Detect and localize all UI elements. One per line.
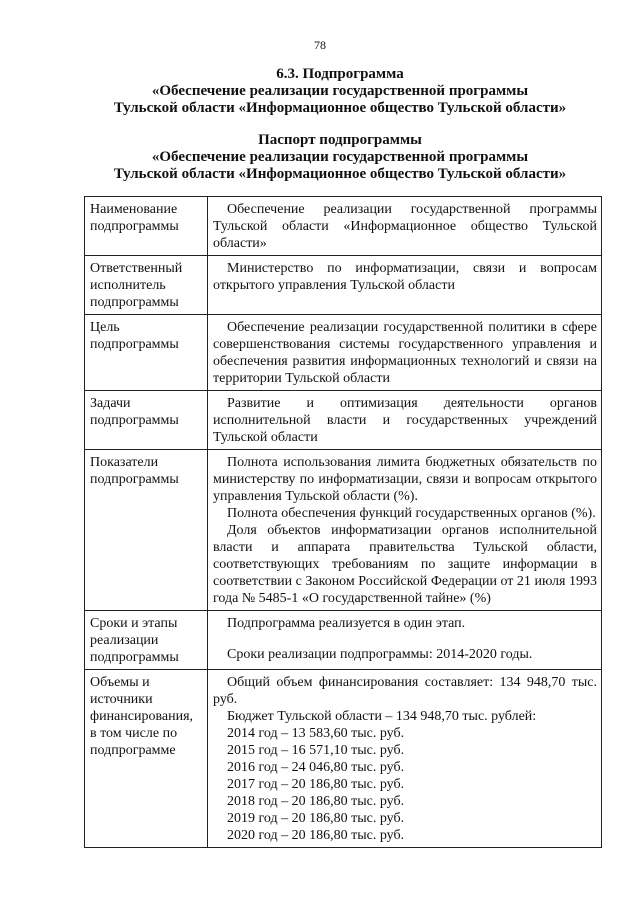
funding-year: 2014 год – 13 583,60 тыс. руб. [227,726,405,741]
indicator-item: Полнота использования лимита бюджетных обязательств по министерству по информатизации, связи и вопросам открытого управления Тульской области (%). [213,455,597,504]
table-row-terms [85,611,602,670]
funding-budget: Бюджет Тульской области – 134 948,70 тыс. рублей: [227,709,537,724]
table-row-tasks [85,391,602,450]
funding-year: 2020 год – 20 186,80 тыс. руб. [227,828,405,843]
row-label: Задачи подпрограммы [85,391,208,450]
row-value [208,450,602,611]
passport-heading-line-2: «Обеспечение реализации государственной программы [151,149,529,165]
row-value [208,670,602,848]
indicator-item: Доля объектов информатизации органов исполнительной власти и аппарата правительства Тульской области, соответствующих требованиям по защите информации в соответствии с Законом Российской Федерации от 21 июля 1993 года № 5485-1 «О государственной тайне» (%) [213,523,597,606]
heading-line-3: Тульской области «Информационное общество Тульской области» [113,100,567,116]
row-label: Наименование подпрограммы [85,197,208,256]
heading-line-2: «Обеспечение реализации государственной программы [151,83,529,99]
row-label: Ответственный исполнитель подпрограммы [85,256,208,315]
row-value: Обеспечение реализации государственной политики в сфере совершенствования системы государственного управления и обеспечения развития информационных технологий и связи на территории Тульской области [208,315,602,391]
terms-period: Сроки реализации подпрограммы: 2014-2020 годы. [227,647,533,662]
row-label: Цель подпрограммы [85,315,208,391]
passport-heading [40,132,640,183]
row-value: Развитие и оптимизация деятельности органов исполнительной власти и государственных учреждений Тульской области [208,391,602,450]
subprogram-heading [40,66,640,117]
passport-heading-line-1: Паспорт подпрограммы [258,132,422,148]
row-value [208,611,602,670]
row-label: Показатели подпрограммы [85,450,208,611]
funding-year: 2016 год – 24 046,80 тыс. руб. [227,760,405,775]
terms-stage: Подпрограмма реализуется в один этап. [227,616,466,631]
funding-year: 2018 год – 20 186,80 тыс. руб. [227,794,405,809]
table-row-executor [85,256,602,315]
table-row-name [85,197,602,256]
row-label: Объемы и источники финансирования, в том числе по подпрограмме [85,670,208,848]
funding-year: 2015 год – 16 571,10 тыс. руб. [227,743,405,758]
funding-year: 2019 год – 20 186,80 тыс. руб. [227,811,405,826]
passport-heading-line-3: Тульской области «Информационное общество Тульской области» [113,166,567,182]
indicator-item: Полнота обеспечения функций государственных органов (%). [227,506,596,521]
row-value: Министерство по информатизации, связи и вопросам открытого управления Тульской области [208,256,602,315]
heading-line-1: 6.3. Подпрограмма [276,66,404,82]
table-row-indicators [85,450,602,611]
funding-total: Общий объем финансирования составляет: 134 948,70 тыс. руб. [213,675,597,707]
page-number: 78 [314,38,326,52]
table-row-goal [85,315,602,391]
row-value: Обеспечение реализации государственной программы Тульской области «Информационное общество Тульской области» [208,197,602,256]
passport-table [84,196,602,848]
funding-year: 2017 год – 20 186,80 тыс. руб. [227,777,405,792]
row-label: Сроки и этапы реализации подпрограммы [85,611,208,670]
table-row-funding [85,670,602,848]
